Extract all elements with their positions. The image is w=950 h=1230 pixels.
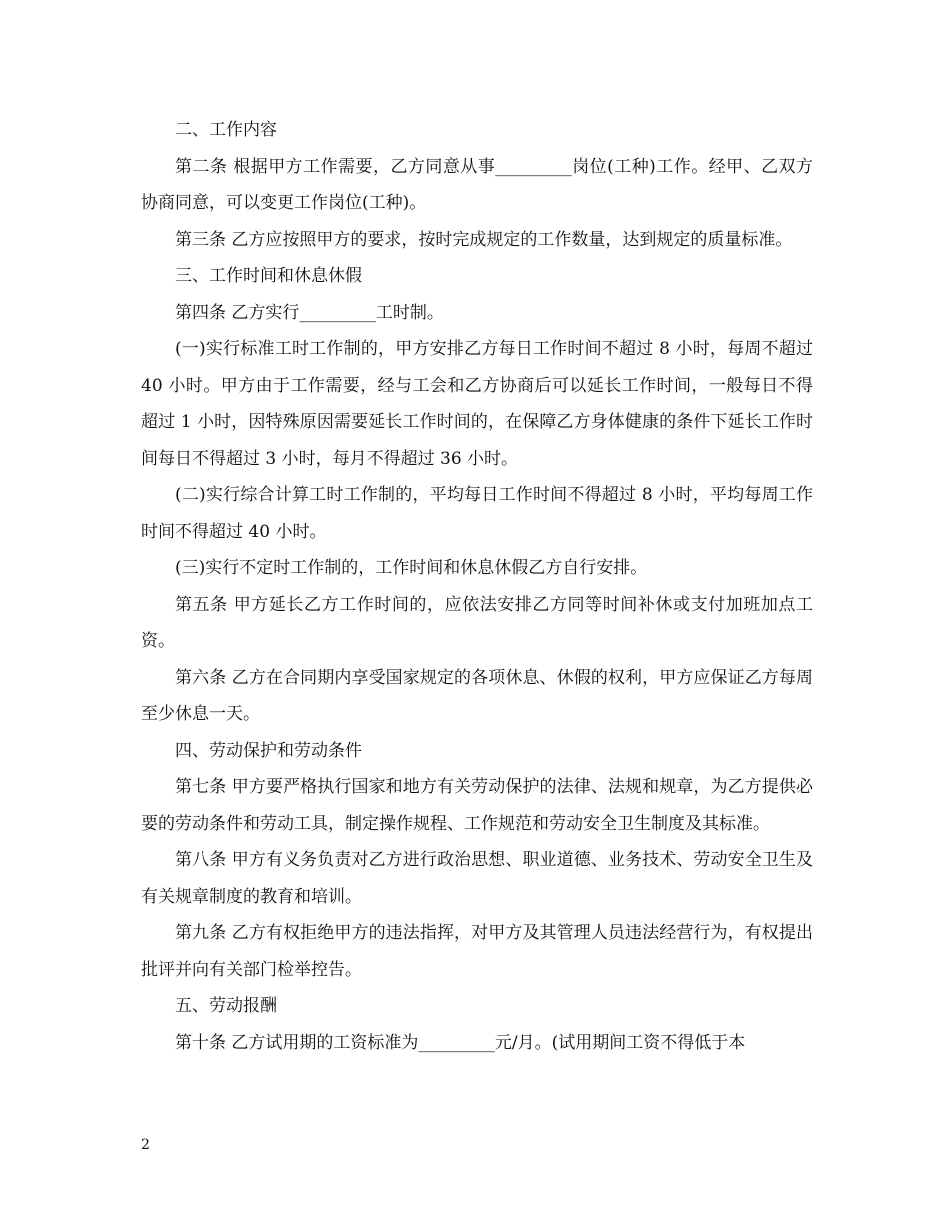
clause-article-8: 第八条 甲方有义务负责对乙方进行政治思想、职业道德、业务技术、劳动安全卫生及有关规章制度的教育和培训。 [141,850,813,907]
clause-comprehensive-hours: (二)实行综合计算工时工作制的，平均每日工作时间不得超过 8 小时，平均每周工作时间不得超过 40 小时。 [141,485,813,542]
clause-article-5: 第五条 甲方延长乙方工作时间的，应依法安排乙方同等时间补休或支付加班加点工资。 [141,594,813,651]
section-heading-labor-protection: 四、劳动保护和劳动条件 [175,740,362,761]
page-number: 2 [141,1137,150,1153]
clause-article-9: 第九条 乙方有权拒绝甲方的违法指挥，对甲方及其管理人员违法经营行为，有权提出批评并向有关部门检举控告。 [141,923,813,980]
section-heading-remuneration: 五、劳动报酬 [175,996,277,1016]
clause-article-6: 第六条 乙方在合同期内享受国家规定的各项休息、休假的权利，甲方应保证乙方每周至少休息一天。 [141,667,813,724]
document-body [141,112,813,1061]
clause-article-7: 第七条 甲方要严格执行国家和地方有关劳动保护的法律、法规和规章，为乙方提供必要的劳动条件和劳动工具，制定操作规程、工作规范和劳动安全卫生制度及其标准。 [141,777,813,834]
clause-article-10: 第十条 乙方试用期的工资标准为_________元/月。(试用期间工资不得低于本 [175,1032,746,1053]
clause-standard-hours: (一)实行标准工时工作制的，甲方安排乙方每日工作时间不超过 8 小时，每周不超过 40 小时。甲方由于工作需要，经与工会和乙方协商后可以延长工作时间，一般每日不得超过 1 小时，因特殊原因需要延长工作时间的，在保障乙方身体健康的条件下延长工作时间每日不得超过 3 小时，每月不得超过 36 小时。 [141,339,813,469]
clause-flexible-hours: (三)实行不定时工作制的，工作时间和休息休假乙方自行安排。 [175,558,648,578]
clause-article-4: 第四条 乙方实行_________工时制。 [175,302,444,323]
section-heading-working-hours: 三、工作时间和休息休假 [175,266,362,286]
clause-article-2: 第二条 根据甲方工作需要，乙方同意从事_________岗位(工种)工作。经甲、乙双方协商同意，可以变更工作岗位(工种)。 [141,156,813,213]
section-heading-work-content: 二、工作内容 [175,120,277,140]
clause-article-3: 第三条 乙方应按照甲方的要求，按时完成规定的工作数量，达到规定的质量标准。 [175,229,793,250]
